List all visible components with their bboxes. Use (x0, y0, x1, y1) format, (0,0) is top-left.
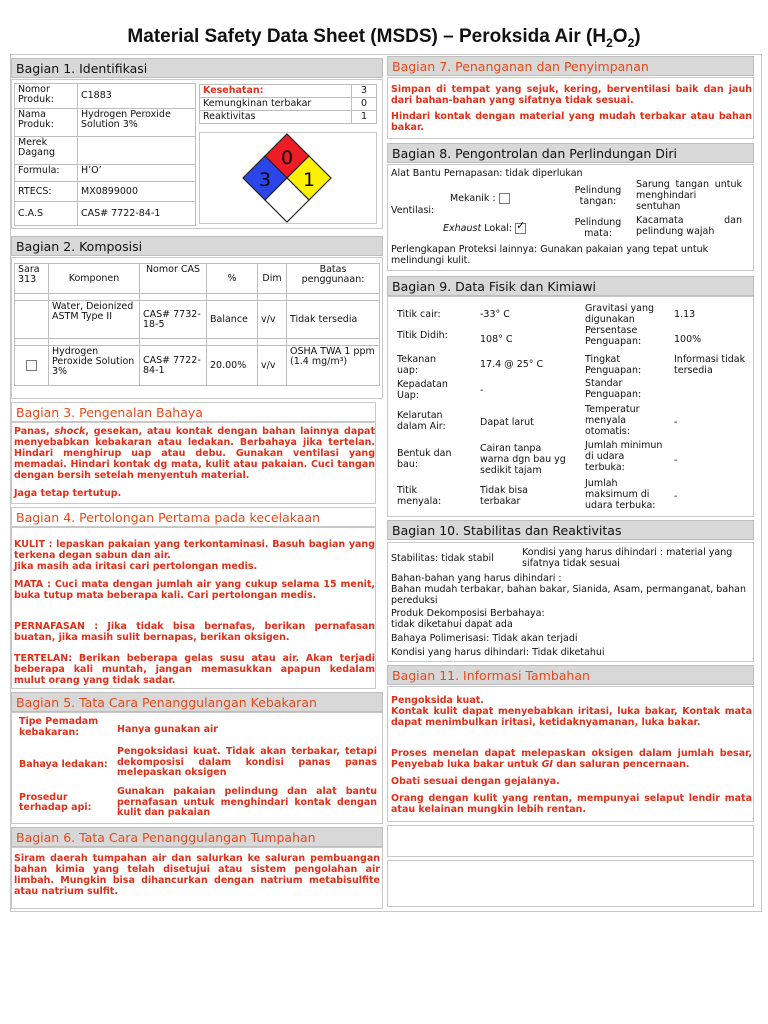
section-11-box (387, 686, 754, 822)
batas-cell: OSHA TWA 1 ppm (1.4 mg/m³) (287, 346, 380, 386)
batas-cell: Tidak tersedia (287, 301, 380, 339)
info-paragraph-3: Proses menelan dapat melepaskan oksigen dalam jumlah besar, Penyebab luka bakar untuk GI dan saluran pencernaan. (391, 748, 752, 770)
hazard-value: 0 (352, 98, 377, 111)
id-value (78, 137, 196, 165)
info-paragraph-5: Orang dengan kulit yang rentan, mempunyai selaput lendir mata atau kelainan mungkin lebih rentan. (391, 793, 752, 815)
id-label: C.A.S (15, 202, 78, 226)
sara-checkbox[interactable] (26, 360, 37, 371)
section-8-header: Bagian 8. Pengontrolan dan Perlindungan Diri (387, 143, 754, 163)
eye-protection-label: Pelindung mata: (574, 217, 622, 239)
section-10-header: Bagian 10. Stabilitas dan Reaktivitas (387, 520, 754, 540)
prop-label: Gravitasi yang digunakan (585, 303, 655, 325)
col-header: % (207, 264, 258, 294)
section-8-box (387, 164, 754, 271)
cas-cell: CAS# 7732-18-5 (140, 301, 207, 339)
prop-label: Titik menyala: (397, 485, 442, 507)
section-4-header: Bagian 4. Pertolongan Pertama pada kecelakaan (11, 507, 376, 527)
nfpa-left-number: 3 (258, 169, 272, 191)
sara-cell (15, 301, 49, 339)
mechanical-label: Mekanik : (450, 193, 510, 204)
nfpa-diamond-icon (200, 133, 376, 223)
incompatible-heading: Bahan-bahan yang harus dihindari : (391, 573, 562, 584)
prop-label: Kepadatan Uap: (397, 379, 448, 401)
prop-value: Informasi tidak tersedia (674, 354, 746, 376)
cas-cell: CAS# 7722-84-1 (140, 346, 207, 386)
hazard-rating-table (199, 84, 377, 124)
decomposition-value: tidak diketahui dapat ada (391, 619, 513, 630)
prop-label: Jumlah maksimum di udara terbuka: (585, 478, 656, 511)
prop-label: Temperatur menyala otomatis: (585, 404, 640, 437)
hazard-label-kesehatan: Kesehatan: (200, 85, 352, 98)
hazard-label-terbakar: Kemungkinan terbakar (200, 98, 352, 111)
ventilation-label: Ventilasi: (391, 205, 435, 216)
prop-value: 1.13 (674, 309, 696, 320)
prop-value: -33° C (480, 309, 510, 320)
fire-label: Prosedur terhadap api: (19, 791, 92, 813)
section-1-header: Bagian 1. Identifikasi (11, 58, 383, 78)
mechanical-checkbox[interactable] (499, 193, 510, 204)
prop-value: 100% (674, 334, 702, 345)
komponen-cell: Water, Deionized ASTM Type II (49, 301, 140, 339)
section-9-header: Bagian 9. Data Fisik dan Kimiawi (387, 276, 754, 296)
col-header: Dim (258, 264, 287, 294)
stability-text: Stabilitas: tidak stabil (391, 553, 494, 564)
fire-label: Bahaya ledakan: (19, 758, 108, 770)
col-header: Batas penggunaan: (287, 264, 380, 294)
hazard-value: 1 (352, 111, 377, 124)
prop-label: Bentuk dan bau: (397, 448, 452, 470)
section-1-box (11, 79, 383, 229)
info-paragraph-2: Kontak kulit dapat menyebabkan iritasi, luka bakar, Kontak mata dapat menimbulkan iritasi, ketidaknyamanan, luka bakar. (391, 706, 752, 728)
spill-paragraph: Siram daerah tumpahan air dan salurkan ke saluran pembuangan bahan kimia yang telah disetujui atau sistem pengolahan air limbah. Mungkin bisa dihancurkan dengan natrium metabisulfite atau natrium sulfit. (14, 853, 380, 897)
exhaust-checkbox[interactable] (515, 223, 526, 234)
section-3-header: Bagian 3. Pengenalan Bahaya (11, 402, 376, 422)
section-6-box (11, 847, 383, 909)
id-value: CAS# 7722-84-1 (78, 202, 196, 226)
table-row (15, 301, 380, 339)
prop-label: Kelarutan dalam Air: (397, 410, 446, 432)
nfpa-right-number: 1 (302, 169, 316, 191)
fire-value: Gunakan pakaian pelindung dan alat bantu pernafasan untuk menghindari kontak dengan kulit dan pakaian (117, 786, 377, 818)
incompatible-value: Bahan mudah terbakar, bahan bakar, Sianida, Asam, permanganat, bahan pereduksi (391, 584, 746, 606)
pct-cell: Balance (207, 301, 258, 339)
section-9-box (387, 296, 754, 517)
section-4-box (11, 527, 376, 689)
hand-protection-value: Sarung tangan untuk menghindari sentuhan (636, 179, 742, 212)
identification-table (14, 83, 196, 226)
id-label: RTECS: (15, 182, 78, 202)
id-label: Nomor Produk: (15, 84, 78, 109)
prop-value: 108° C (480, 334, 513, 345)
id-label: Nama Produk: (15, 109, 78, 137)
decomposition-heading: Produk Dekomposisi Berbahaya: (391, 608, 545, 619)
nfpa-diamond-frame (199, 132, 377, 224)
prop-value: Cairan tanpa warna dgn bau yg sedikit tajam (480, 443, 566, 476)
hazard-label-reaktivitas: Reaktivitas (200, 111, 352, 124)
section-5-box (11, 712, 383, 824)
polymerization-text: Bahaya Polimerisasi: Tidak akan terjadi (391, 633, 578, 644)
prop-label: Titik Didih: (397, 330, 448, 341)
prop-label: Tekanan uap: (397, 354, 437, 376)
komponen-cell: Hydrogen Peroxide Solution 3% (49, 346, 140, 386)
hazard-paragraph-2: Jaga tetap tertutup. (14, 488, 122, 499)
respirator-text: Alat Bantu Pernapasan: tidak diperlukan (391, 168, 583, 179)
first-aid-pernafasan: PERNAFASAN : Jika tidak bisa bernafas, berikan pernafasan buatan, jika masih sulit bernapas, berikan oksigen. (14, 621, 375, 643)
fire-value: Hanya gunakan air (117, 723, 218, 735)
prop-label: Standar Penguapan: (585, 378, 642, 400)
prop-value: - (480, 385, 484, 396)
prop-value: 17.4 @ 25° C (480, 359, 544, 370)
other-protection-text: Perlengkapan Proteksi lainnya: Gunakan pakaian yang tepat untuk melindungi kulit. (391, 244, 709, 266)
id-value: Hydrogen Peroxide Solution 3% (78, 109, 196, 137)
id-value: H’O’ (78, 165, 196, 182)
section-10-box (387, 542, 754, 662)
prop-value: - (674, 491, 678, 502)
prop-value: - (674, 417, 678, 428)
prop-label: Jumlah minimun di udara terbuka: (585, 440, 663, 473)
dim-cell: v/v (258, 346, 287, 386)
section-3-box (11, 422, 376, 504)
nfpa-top-number: 0 (280, 147, 294, 169)
empty-box (387, 825, 754, 857)
col-header: Sara 313 (15, 264, 49, 294)
id-value: C1883 (78, 84, 196, 109)
prop-label: Persentase Penguapan: (585, 325, 642, 347)
table-row (15, 346, 380, 386)
prop-label: Tingkat Penguapan: (585, 354, 642, 376)
storage-paragraph-2: Hindari kontak dengan material yang mudah terbakar atau bahan bakar. (391, 111, 752, 133)
section-11-header: Bagian 11. Informasi Tambahan (387, 665, 754, 685)
prop-label: Titik cair: (397, 309, 441, 320)
composition-table (14, 263, 380, 386)
prop-value: Tidak bisa terbakar (480, 485, 528, 507)
id-label: Merek Dagang (15, 137, 78, 165)
id-value: MX0899000 (78, 182, 196, 202)
fire-label: Tipe Pemadam kebakaran: (19, 716, 99, 738)
page-title: Material Safety Data Sheet (MSDS) – Peroksida Air $(H_2O_2)$ (127, 26, 641, 50)
eye-protection-value: Kacamata dan pelindung wajah (636, 215, 742, 237)
conditions-avoid-text: Kondisi yang harus dihindari: Tidak diketahui (391, 647, 605, 658)
storage-paragraph-1: Simpan di tempat yang sejuk, kering, berventilasi baik dan jauh dari bahan-bahan yang sifatnya tidak sesuai. (391, 84, 752, 106)
pct-cell: 20.00% (207, 346, 258, 386)
info-paragraph-1: Pengoksida kuat. (391, 695, 484, 706)
hazard-value: 3 (352, 85, 377, 98)
prop-value: Dapat larut (480, 417, 534, 428)
col-header: Komponen (49, 264, 140, 294)
exhaust-label: Exhaust Lokal: ✓ (443, 223, 526, 234)
section-2-header: Bagian 2. Komposisi (11, 236, 383, 256)
first-aid-mata: MATA : Cuci mata dengan jumlah air yang cukup selama 15 menit, buka tutup mata beberapa kali. Cari pertolongan medis. (14, 579, 375, 601)
first-aid-tertelan: TERTELAN: Berikan beberapa gelas susu atau air. Akan terjadi beberapa kali muntah, jangan memasukkan apapun kedalam mulut orang yang tidak sadar. (14, 653, 375, 686)
section-5-header: Bagian 5. Tata Cara Penanggulangan Kebakaran (11, 692, 383, 712)
first-aid-kulit: KULIT : lepaskan pakaian yang terkontaminasi. Basuh bagian yang terkena degan sabun dan air. Jika masih ada iritasi cari pertolongan medis. (14, 539, 375, 572)
firefighting-table (16, 715, 380, 821)
id-label: Formula: (15, 165, 78, 182)
sara-cell (15, 346, 49, 386)
section-2-box (11, 257, 383, 399)
section-7-box (387, 77, 754, 139)
empty-box (387, 860, 754, 907)
conditions-text: Kondisi yang harus dihindari : material yang sifatnya tidak sesuai (522, 547, 733, 569)
col-header: Nomor CAS (140, 264, 207, 294)
section-7-header: Bagian 7. Penanganan dan Penyimpanan (387, 56, 754, 76)
hazard-paragraph: Panas, shock, gesekan, atau kontak dengan bahan lainnya dapat menyebabkan kebakaran atau ledakan. Berbahaya jika tertelan. Hindari menghirup uap atau debu. Gunakan ventilasi yang memadai. Hindari kontak dg mata, kulit atau pakaian. Cuci tangan dengan bersih setelah menyentuh material. (14, 426, 375, 481)
section-6-header: Bagian 6. Tata Cara Penanggulangan Tumpahan (11, 827, 383, 847)
hand-protection-label: Pelindung tangan: (574, 185, 622, 207)
dim-cell: v/v (258, 301, 287, 339)
info-paragraph-4: Obati sesuai dengan gejalanya. (391, 776, 560, 787)
fire-value: Pengoksidasi kuat. Tidak akan terbakar, tetapi dekomposisi dalam kondisi panas panas melepaskan oksigen (117, 746, 377, 778)
prop-value: - (674, 455, 678, 466)
